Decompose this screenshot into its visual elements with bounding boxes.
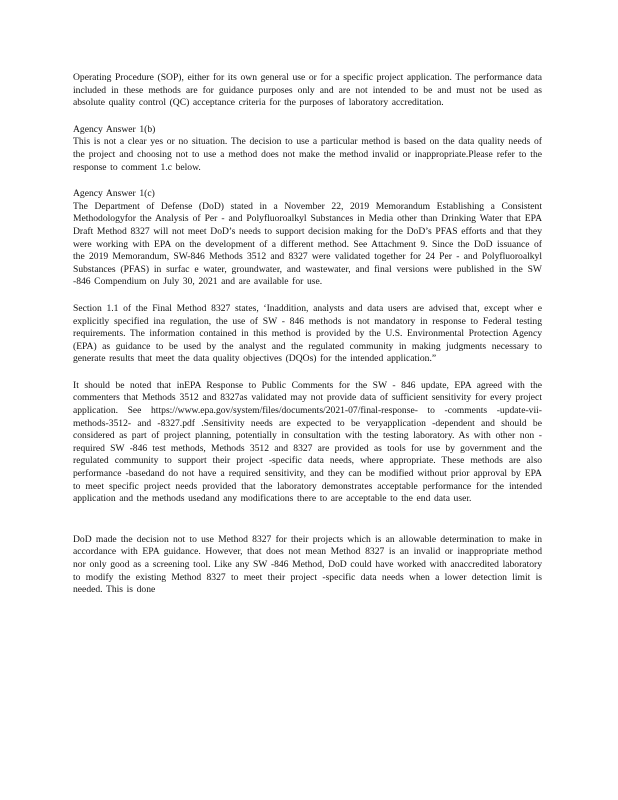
paragraph-answer-1b: This is not a clear yes or no situation. The decision to use a particular method is based on the data quality needs of the project and choosing not to use a method does not make the method invalid or inappropriate.Please refer to the response to comment 1.c below. xyxy=(73,136,542,173)
spacer xyxy=(73,289,542,303)
paragraph-section-1-1: Section 1.1 of the Final Method 8327 states, ‘Inaddition, analysts and data users are advised that, except wher e explicitly specified ina regulation, the use of SW - 846 methods is not mandatory in response to Federal testing requirements. The information contained in this method is provided by the U.S. Environmental Protection Agency (EPA) as guidance to be used by the analyst and the regulated community in making judgments necessary to generate results that meet the data quality objectives (DQOs) for the intended application.” xyxy=(73,302,542,365)
spacer xyxy=(73,506,542,534)
paragraph-public-comments: It should be noted that inEPA Response to Public Comments for the SW - 846 update, EPA agreed with the commenters that Methods 3512 and 8327as validated may not provide data of sufficient sensitivity for every project application. See https://www.epa.gov/system/files/documents/2021-07/final-response- to -comments -update-vii-methods-3512- and -8327.pdf .Sensitivity needs are expected to be veryapplication -dependent and should be considered as part of project planning, potentially in consultation with the testing laboratory. As with other non -required SW -846 test methods, Methods 3512 and 8327 are provided as tools for use by government and the regulated community to support their project -specific data needs, where appropriate. These methods are also performance -basedand do not have a required sensitivity, and they can be modified without prior approval by EPA to meet specific project needs provided that the laboratory demonstrates acceptable performance for the intended application and the methods usedand any modifications there to are acceptable to the end data user. xyxy=(73,379,542,505)
paragraph-sop: Operating Procedure (SOP), either for its own general use or for a specific project application. The performance data included in these methods are for guidance purposes only and are not intended to be and must not be used as absolute quality control (QC) acceptance criteria for the purposes of laboratory accreditation. xyxy=(73,72,542,109)
document-body xyxy=(73,72,542,597)
paragraph-dod-decision: DoD made the decision not to use Method 8327 for their projects which is an allowable determination to make in accordance with EPA guidance. However, that does not mean Method 8327 is an invalid or inappropriate method nor only good as a screening tool. Like any SW -846 Method, DoD could have worked with anaccredited laboratory to modify the existing Method 8327 to meet their project -specific data needs when a lower detection limit is needed. This is done xyxy=(73,533,542,596)
heading-agency-answer-1b: Agency Answer 1(b) xyxy=(73,123,156,135)
spacer xyxy=(73,366,542,380)
spacer xyxy=(73,110,542,124)
spacer xyxy=(73,174,542,188)
heading-agency-answer-1c: Agency Answer 1(c) xyxy=(73,188,155,200)
paragraph-answer-1c: The Department of Defense (DoD) stated in a November 22, 2019 Memorandum Establishing a Consistent Methodologyfor the Analysis of Per - and Polyfluoroalkyl Substances in Media other than Drinking Water that EPA Draft Method 8327 will not meet DoD’s needs to support decision making for the DoD’s PFAS efforts and that they were working with EPA on the development of a different method. See Attachment 9. Since the DoD issuance of the 2019 Memorandum, SW-846 Methods 3512 and 8327 were validated together for 24 Per - and Polyfluoroalkyl Substances (PFAS) in surfac e water, groundwater, and wastewater, and final versions were published in the SW -846 Compendium on July 30, 2021 and are available for use. xyxy=(73,200,542,288)
